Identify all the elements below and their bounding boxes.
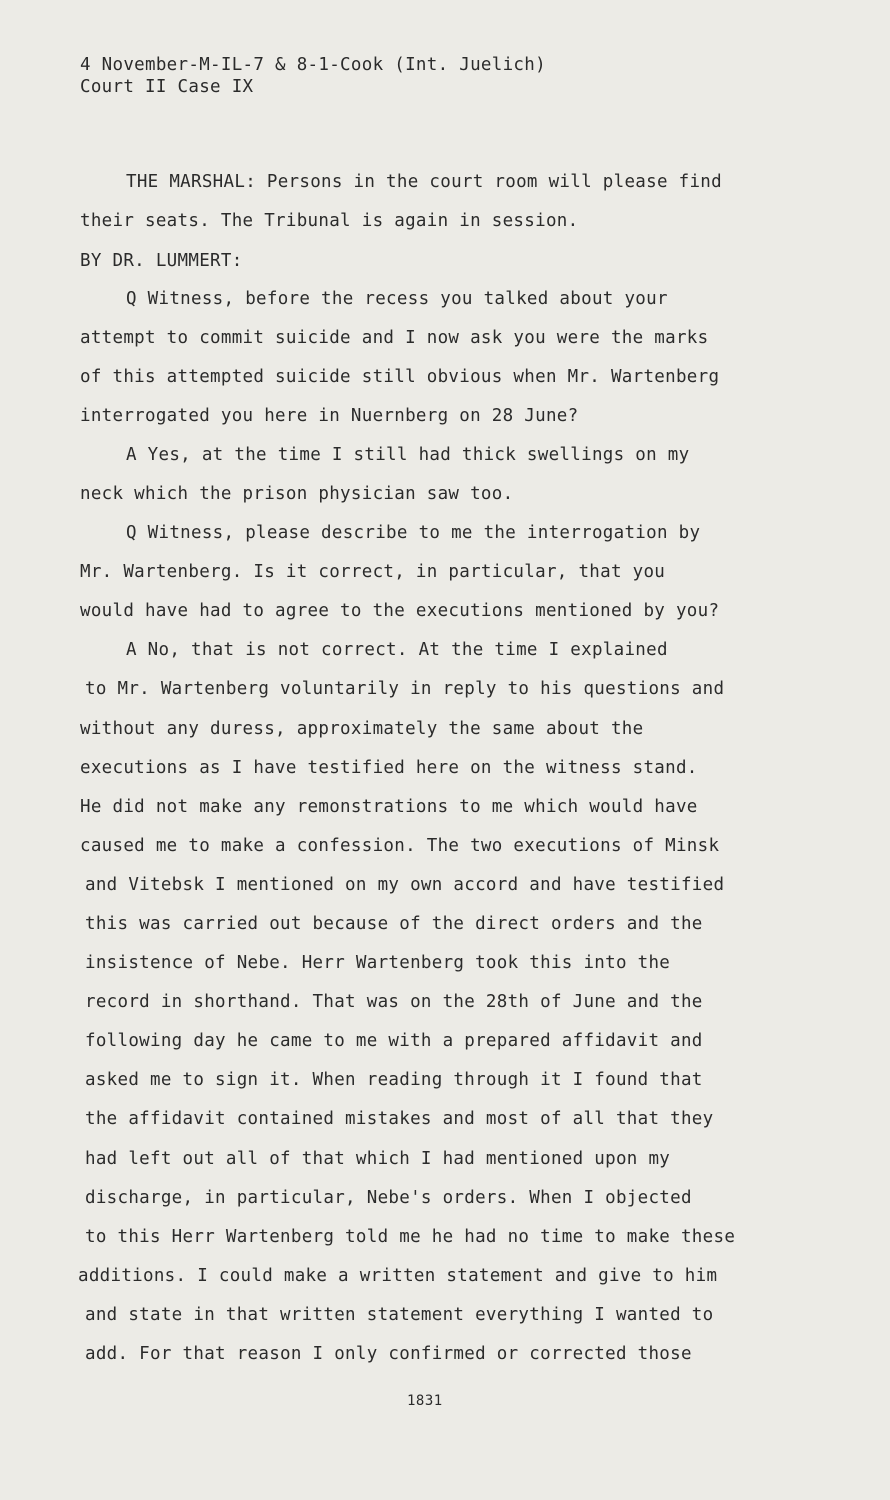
body-line: caused me to make a confession. The two executions of Minsk xyxy=(80,836,720,856)
body-line: He did not make any remonstrations to me which would have xyxy=(80,797,698,817)
body-line: Q Witness, before the recess you talked about your xyxy=(126,289,668,309)
body-line: the affidavit contained mistakes and most of all that they xyxy=(85,1109,714,1129)
body-line: of this attempted suicide still obvious when Mr. Wartenberg xyxy=(80,367,720,387)
body-line: BY DR. LUMMERT: xyxy=(80,251,243,271)
body-line: had left out all of that which I had mentioned upon my xyxy=(85,1149,671,1169)
body-line: and state in that written statement everything I wanted to xyxy=(85,1305,714,1325)
body-line: add. For that reason I only confirmed or corrected those xyxy=(85,1344,692,1364)
body-line: would have had to agree to the executions mentioned by you? xyxy=(80,601,720,621)
body-line: A Yes, at the time I still had thick swellings on my xyxy=(126,445,690,465)
body-line: without any duress, approximately the same about the xyxy=(80,719,644,739)
header-line-2: Court II Case IX xyxy=(80,77,254,97)
body-line: their seats. The Tribunal is again in session. xyxy=(80,211,579,231)
body-line: Mr. Wartenberg. Is it correct, in particular, that you xyxy=(80,562,666,582)
body-line: discharge, in particular, Nebe's orders. When I objected xyxy=(85,1188,692,1208)
body-line: insistence of Nebe. Herr Wartenberg took this into the xyxy=(85,953,671,973)
body-line: record in shorthand. That was on the 28th of June and the xyxy=(85,992,703,1012)
body-line: following day he came to me with a prepared affidavit and xyxy=(85,1031,703,1051)
page-number: 1831 xyxy=(407,1393,443,1409)
body-line: to Mr. Wartenberg voluntarily in reply to his questions and xyxy=(85,679,725,699)
body-line: A No, that is not correct. At the time I explained xyxy=(126,640,668,660)
body-line: THE MARSHAL: Persons in the court room will please find xyxy=(126,172,722,192)
body-line: asked me to sign it. When reading through it I found that xyxy=(85,1070,703,1090)
body-line: this was carried out because of the direct orders and the xyxy=(85,914,703,934)
body-line: additions. I could make a written statement and give to him xyxy=(78,1266,718,1286)
body-line: neck which the prison physician saw too. xyxy=(80,484,514,504)
body-line: interrogated you here in Nuernberg on 28 June? xyxy=(80,406,579,426)
body-line: to this Herr Wartenberg told me he had no time to make these xyxy=(85,1227,736,1247)
header-line-1: 4 November-M-IL-7 & 8-1-Cook (Int. Juelich) xyxy=(80,55,546,75)
body-line: executions as I have testified here on the witness stand. xyxy=(80,758,698,778)
body-line: Q Witness, please describe to me the interrogation by xyxy=(126,523,701,543)
body-line: attempt to commit suicide and I now ask you were the marks xyxy=(80,328,709,348)
body-line: and Vitebsk I mentioned on my own accord and have testified xyxy=(85,875,725,895)
